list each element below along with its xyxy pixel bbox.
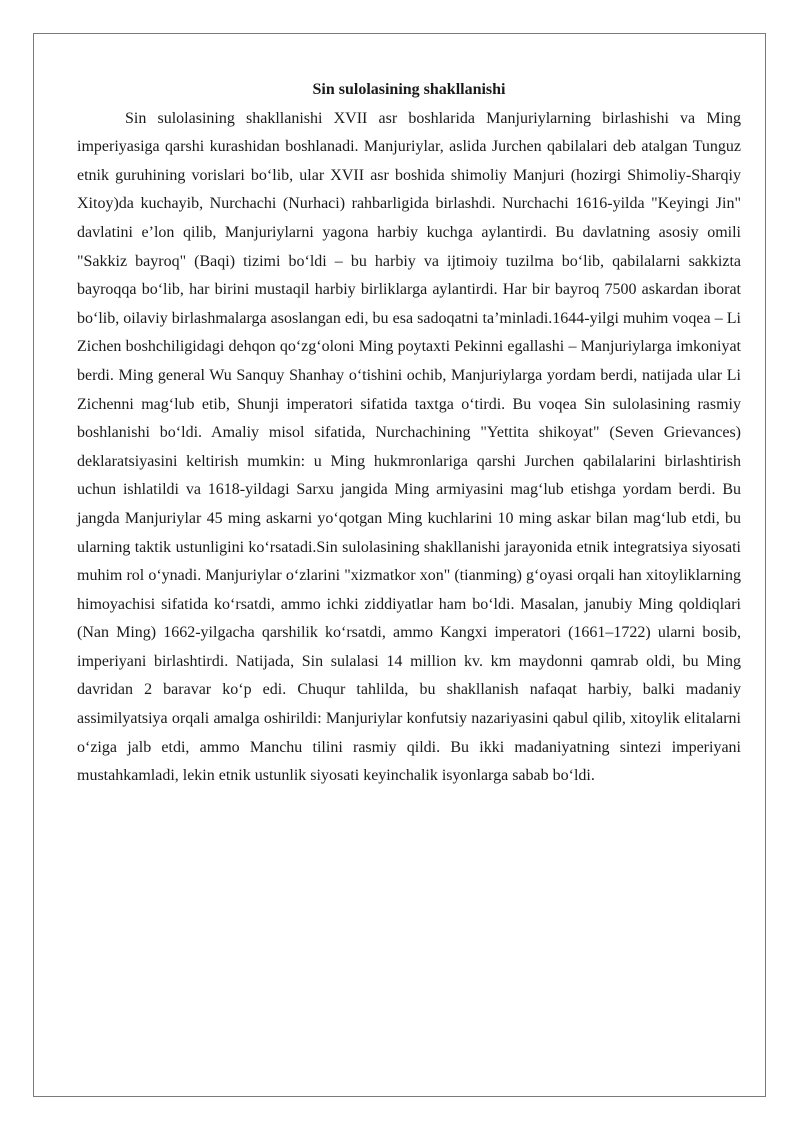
document-title: Sin sulolasining shakllanishi [312, 81, 506, 98]
document-body-paragraph: Sin sulolasining shakllanishi XVII asr boshlarida Manjuriylarning birlashishi va Ming imperiyasiga qarshi kurashidan boshlanadi. Manjuriylar, aslida Jurchen qabilalari deb atalgan Tunguz etnik guruhining vorislari bo‘lib, ular XVII asr boshida shimoliy Manjuri (hozirgi Shimoliy-Sharqiy Xitoy)da kuchayib, Nurchachi (Nurhaci) rahbarligida birlashdi. Nurchachi 1616-yilda "Keyingi Jin" davlatini e’lon qilib, Manjuriylarni yagona harbiy kuchga aylantirdi. Bu davlatning asosiy omili "Sakkiz bayroq" (Baqi) tizimi bo‘ldi – bu harbiy va ijtimoiy tuzilma bo‘lib, qabilalarni sakkizta bayroqqa bo‘lib, har birini mustaqil harbiy birliklarga aylantirdi. Har bir bayroq 7500 askardan iborat bo‘lib, oilaviy birlashmalarga asoslangan edi, bu esa sadoqatni ta’minladi.1644-yilgi muhim voqea – Li Zichen boshchiligidagi dehqon qo‘zg‘oloni Ming poytaxti Pekinni egallashi – Manjuriylarga imkoniyat berdi. Ming general Wu Sanquy Shanhay o‘tishini ochib, Manjuriylarga yordam berdi, natijada ular Li Zichenni mag‘lub etib, Shunji imperatori sifatida taxtga o‘tirdi. Bu voqea Sin sulolasining rasmiy boshlanishi bo‘ldi. Amaliy misol sifatida, Nurchachining "Yettita shikoyat" (Seven Grievances) deklaratsiyasini keltirish mumkin: u Ming hukmronlariga qarshi Jurchen qabilalarini birlashtirish uchun ishlatildi va 1618-yildagi Sarxu jangida Ming armiyasini mag‘lub etishga yordam berdi. Bu jangda Manjuriylar 45 ming askarni yo‘qotgan Ming kuchlarini 10 ming askar bilan mag‘lub etdi, bu ularning taktik ustunligini ko‘rsatadi.Sin sulolasining shakllanishi jarayonida etnik integratsiya siyosati muhim rol o‘ynadi. Manjuriylar o‘zlarini "xizmatkor xon" (tianming) g‘oyasi orqali han xitoyliklarning himoyachisi sifatida ko‘rsatdi, ammo ichki ziddiyatlar ham bo‘ldi. Masalan, janubiy Ming qoldiqlari (Nan Ming) 1662-yilgacha qarshilik ko‘rsatdi, ammo Kangxi imperatori (1661–1722) ularni bosib, imperiyani birlashtirdi. Natijada, Sin sulalasi 14 million kv. km maydonni qamrab oldi, bu Ming davridan 2 baravar ko‘p edi. Chuqur tahlilda, bu shakllanish nafaqat harbiy, balki madaniy assimilyatsiya orqali amalga oshirildi: Manjuriylar konfutsiy nazariyasini qabul qilib, xitoylik elitalarni o‘ziga jalb etdi, ammo Manchu tilini rasmiy qildi. Bu ikki madaniyatning sintezi imperiyani mustahkamladi, lekin etnik ustunlik siyosati keyinchalik isyonlarga sabab bo‘ldi. [77, 109, 741, 785]
document-content [77, 76, 741, 791]
